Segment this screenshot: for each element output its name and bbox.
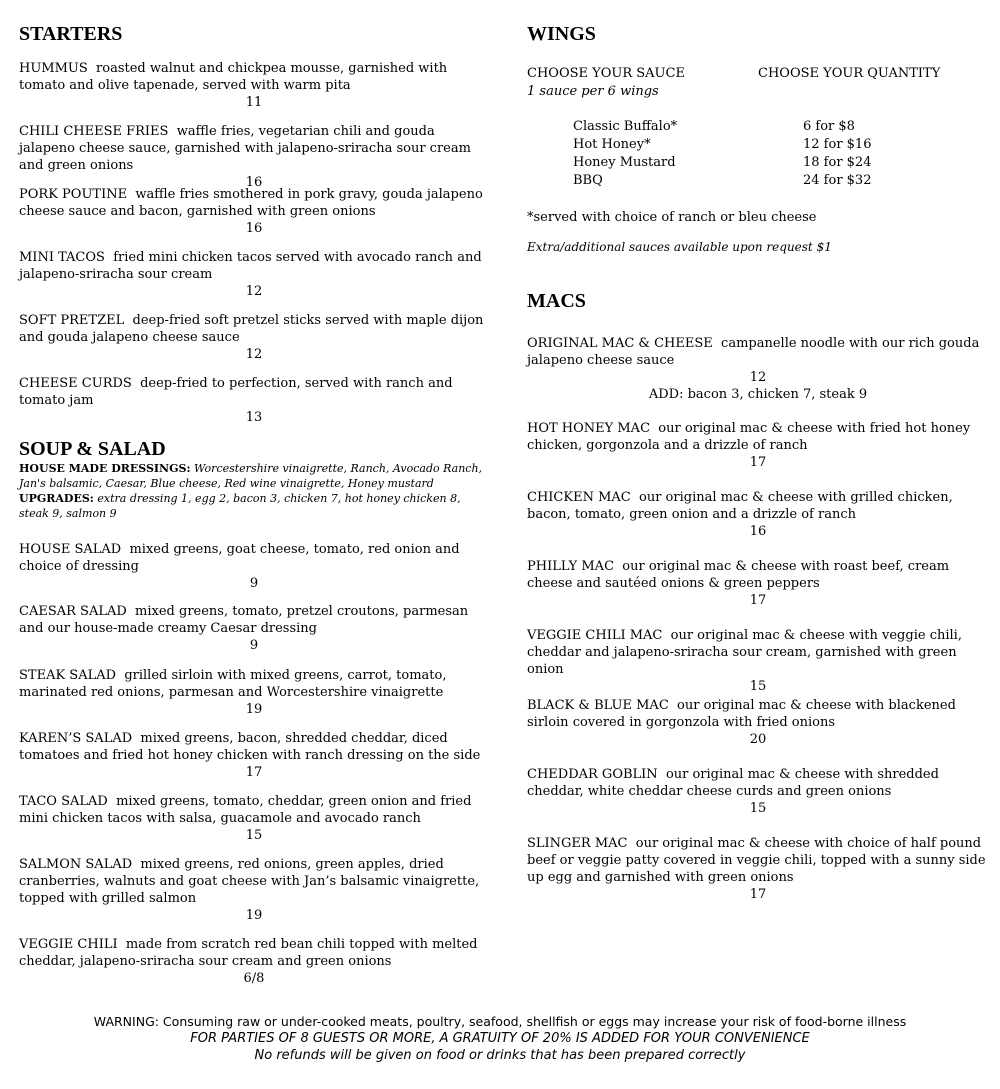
item-name: VEGGIE CHILI MAC: [527, 628, 663, 643]
item-desc: our original mac & cheese with roast beef, cream cheese and sautéed onions & green peppers: [527, 559, 950, 591]
item-price: 16: [749, 524, 767, 539]
item-desc: fried mini chicken tacos served with avocado ranch and jalapeno-sriracha sour cream: [19, 250, 482, 282]
menu-item-cheese-curds: [19, 375, 489, 426]
menu-item-pork-poutine: [19, 186, 489, 237]
dressings-list: Worcestershire vinaigrette, Ranch, Avocado Ranch, Jan's balsamic, Caesar, Blue cheese, Red wine vinaigrette, Honey mustard: [19, 462, 483, 490]
menu-item-original-mac: [527, 335, 989, 403]
item-price: 17: [749, 887, 767, 902]
menu-item-chicken-mac: [527, 489, 989, 540]
upgrades-label: UPGRADES:: [19, 492, 94, 505]
menu-item-veggie-chili: [19, 936, 489, 987]
extra-sauce-note: Extra/additional sauces available upon request $1: [527, 240, 832, 254]
item-price: 12: [749, 370, 767, 385]
item-desc: our original mac & cheese with grilled chicken, bacon, tomato, green onion and a drizzle of ranch: [527, 490, 953, 522]
quantity-price: 24 for $32: [803, 173, 872, 188]
dressings-note: [19, 461, 489, 521]
item-name: PORK POUTINE: [19, 187, 128, 202]
menu-item-black-blue-mac: [527, 697, 989, 748]
item-desc: mixed greens, goat cheese, tomato, red onion and choice of dressing: [19, 542, 460, 574]
item-name: PHILLY MAC: [527, 559, 615, 574]
item-price: 16: [245, 221, 263, 236]
item-desc: our original mac & cheese with shredded cheddar, white cheddar cheese curds and green onions: [527, 767, 939, 799]
item-price: 16: [245, 175, 263, 190]
served-note: *served with choice of ranch or bleu cheese: [527, 210, 817, 225]
menu-item-soft-pretzel: [19, 312, 489, 363]
refund-notice: No refunds will be given on food or drinks that has been prepared correctly: [254, 1048, 746, 1063]
item-name: BLACK & BLUE MAC: [527, 698, 669, 713]
item-price: 17: [245, 765, 263, 780]
item-price: 12: [245, 347, 263, 362]
item-price: 15: [245, 828, 263, 843]
item-price: 6/8: [243, 971, 265, 986]
item-name: HUMMUS: [19, 61, 88, 76]
item-price: 20: [749, 732, 767, 747]
item-desc: waffle fries smothered in pork gravy, gouda jalapeno cheese sauce and bacon, garnished with green onions: [19, 187, 483, 219]
item-price: 19: [245, 908, 263, 923]
menu-item-cheddar-goblin: [527, 766, 989, 817]
menu-item-hot-honey-mac: [527, 420, 989, 471]
item-name: CHEESE CURDS: [19, 376, 132, 391]
menu-item-hummus: [19, 60, 489, 111]
menu-item-mini-tacos: [19, 249, 489, 300]
item-name: ORIGINAL MAC & CHEESE: [527, 336, 713, 351]
quantity-price: 6 for $8: [803, 119, 855, 134]
item-price: 15: [749, 801, 767, 816]
item-name: CHILI CHEESE FRIES: [19, 124, 169, 139]
item-desc: mixed greens, tomato, cheddar, green onion and fried mini chicken tacos with salsa, guacamole and avocado ranch: [19, 794, 472, 826]
choose-sauce-label: CHOOSE YOUR SAUCE: [527, 66, 685, 81]
sauce-name: Honey Mustard: [573, 155, 676, 170]
item-desc: deep-fried to perfection, served with ranch and tomato jam: [19, 376, 453, 408]
item-desc: made from scratch red bean chili topped with melted cheddar, jalapeno-sriracha sour cream and green onions: [19, 937, 478, 969]
item-price: 15: [749, 679, 767, 694]
item-desc: our original mac & cheese with choice of half pound beef or veggie patty covered in veggie chili, topped with a sunny side up egg and garnished with green onions: [527, 836, 986, 885]
food-warning: WARNING: Consuming raw or under-cooked meats, poultry, seafood, shellfish or eggs may increase your risk of food-borne illness: [93, 1014, 907, 1029]
item-desc: our original mac & cheese with fried hot honey chicken, gorgonzola and a drizzle of ranch: [527, 421, 971, 453]
item-name: MINI TACOS: [19, 250, 105, 265]
item-name: HOT HONEY MAC: [527, 421, 651, 436]
item-name: CHEDDAR GOBLIN: [527, 767, 658, 782]
menu-item-caesar-salad: [19, 603, 489, 654]
dressings-label: HOUSE MADE DRESSINGS:: [19, 462, 191, 475]
item-name: TACO SALAD: [19, 794, 108, 809]
menu-item-salmon-salad: [19, 856, 489, 924]
item-desc: mixed greens, tomato, pretzel croutons, parmesan and our house-made creamy Caesar dressing: [19, 604, 469, 636]
wings-choose-row: [527, 65, 989, 82]
item-price: 17: [749, 593, 767, 608]
footer: [0, 1013, 1000, 1064]
wings-table: [573, 118, 871, 190]
wings-row: [573, 172, 871, 190]
item-desc: grilled sirloin with mixed greens, carrot, tomato, marinated red onions, parmesan and Worcestershire vinaigrette: [19, 668, 447, 700]
sauce-note: 1 sauce per 6 wings: [527, 84, 659, 99]
item-desc: mixed greens, bacon, shredded cheddar, diced tomatoes and fried hot honey chicken with ranch dressing on the side: [19, 731, 481, 763]
upgrades-list: extra dressing 1, egg 2, bacon 3, chicken 7, hot honey chicken 8, steak 9, salmon 9: [19, 492, 461, 520]
choose-quantity-label: CHOOSE YOUR QUANTITY: [758, 66, 941, 81]
item-desc: our original mac & cheese with veggie chili, cheddar and jalapeno-sriracha sour cream, garnished with green onion: [527, 628, 962, 677]
item-price: 9: [249, 638, 259, 653]
item-name: KAREN’S SALAD: [19, 731, 133, 746]
soup-salad-heading: SOUP & SALAD: [19, 438, 166, 460]
quantity-price: 18 for $24: [803, 155, 872, 170]
item-price: 11: [245, 95, 263, 110]
wings-row: [573, 154, 871, 172]
item-desc: deep-fried soft pretzel sticks served with maple dijon and gouda jalapeno cheese sauce: [19, 313, 484, 345]
menu-item-veggie-chili-mac: [527, 627, 989, 695]
quantity-price: 12 for $16: [803, 137, 872, 152]
item-name: SLINGER MAC: [527, 836, 628, 851]
item-desc: roasted walnut and chickpea mousse, garnished with tomato and olive tapenade, served with warm pita: [19, 61, 448, 93]
wings-row: [573, 118, 871, 136]
item-name: VEGGIE CHILI: [19, 937, 118, 952]
menu-item-karens-salad: [19, 730, 489, 781]
item-price: 17: [749, 455, 767, 470]
item-desc: our original mac & cheese with blackened sirloin covered in gorgonzola with fried onions: [527, 698, 956, 730]
item-price: 13: [245, 410, 263, 425]
menu-item-chili-cheese-fries: [19, 123, 489, 191]
menu-item-steak-salad: [19, 667, 489, 718]
menu-item-slinger-mac: [527, 835, 989, 903]
item-name: STEAK SALAD: [19, 668, 117, 683]
sauce-name: Hot Honey*: [573, 137, 651, 152]
sauce-name: BBQ: [573, 173, 603, 188]
macs-heading: MACS: [527, 290, 586, 312]
starters-heading: STARTERS: [19, 23, 123, 45]
item-price: 19: [245, 702, 263, 717]
item-price: 12: [245, 284, 263, 299]
item-name: CAESAR SALAD: [19, 604, 127, 619]
item-name: CHICKEN MAC: [527, 490, 631, 505]
add-ons: ADD: bacon 3, chicken 7, steak 9: [648, 387, 868, 402]
item-name: SALMON SALAD: [19, 857, 133, 872]
item-price: 9: [249, 576, 259, 591]
item-name: SOFT PRETZEL: [19, 313, 125, 328]
item-name: HOUSE SALAD: [19, 542, 122, 557]
sauce-name: Classic Buffalo*: [573, 119, 678, 134]
item-desc: waffle fries, vegetarian chili and gouda jalapeno cheese sauce, garnished with jalapeno-sriracha sour cream and green onions: [19, 124, 471, 173]
gratuity-notice: FOR PARTIES OF 8 GUESTS OR MORE, A GRATUITY OF 20% IS ADDED FOR YOUR CONVENIENCE: [190, 1031, 810, 1046]
wings-heading: WINGS: [527, 23, 596, 45]
wings-row: [573, 136, 871, 154]
menu-item-philly-mac: [527, 558, 989, 609]
item-desc: campanelle noodle with our rich gouda jalapeno cheese sauce: [527, 336, 980, 368]
item-desc: mixed greens, red onions, green apples, dried cranberries, walnuts and goat cheese with Jan’s balsamic vinaigrette, topped with grilled salmon: [19, 857, 480, 906]
menu-item-taco-salad: [19, 793, 489, 844]
menu-item-house-salad: [19, 541, 489, 592]
